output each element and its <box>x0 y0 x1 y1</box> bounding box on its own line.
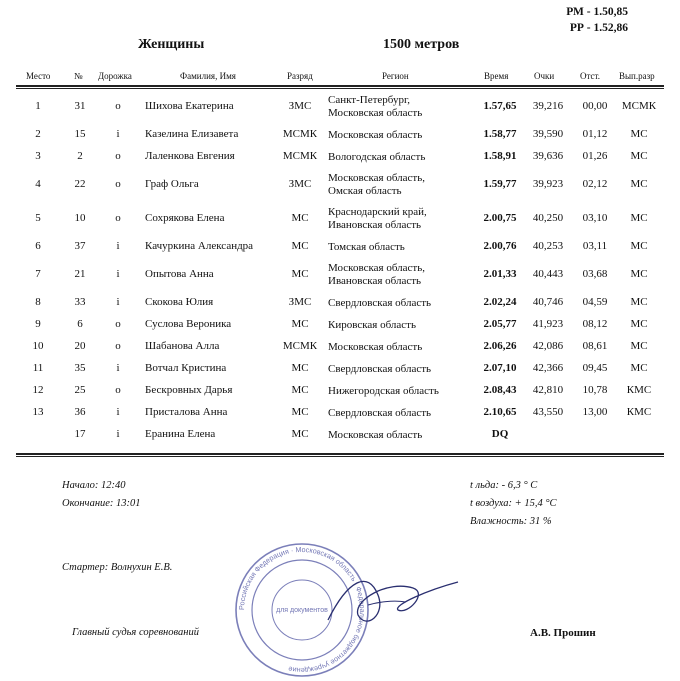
cell-name: Суслова Вероника <box>145 318 232 330</box>
end-time: Окончание: 13:01 <box>62 498 141 509</box>
cell-num: 37 <box>74 240 86 252</box>
cell-rank: МС <box>291 240 309 252</box>
cell-rank: МСМК <box>282 150 318 162</box>
cell-name: Качуркина Александра <box>145 240 254 252</box>
region-line-2: Московская область <box>328 107 423 119</box>
cell-time: 2.01,33 <box>483 268 517 280</box>
region-line-1: Московская область <box>328 128 423 141</box>
start-time: Начало: 12:40 <box>62 480 126 491</box>
cell-time: 1.58,91 <box>483 150 517 162</box>
cell-gap: 09,45 <box>582 362 608 374</box>
region-line-1: Нижегородская область <box>328 384 439 397</box>
col-achieved: Вып.разр <box>619 71 655 81</box>
cell-gap: 01,12 <box>582 128 608 140</box>
cell-name: Скокова Юлия <box>145 296 214 308</box>
region-line-1: Московская область, <box>328 262 425 274</box>
region-line-2: Омская область <box>328 185 402 197</box>
region-line-1: Вологодская область <box>328 150 426 163</box>
cell-name: Граф Ольга <box>145 178 199 190</box>
record-rr: РР - 1.52,86 <box>569 22 628 34</box>
header-rule <box>16 85 664 87</box>
cell-achieved: МС <box>630 318 648 330</box>
table-row <box>0 314 680 336</box>
cell-region <box>328 429 422 442</box>
table-row <box>0 124 680 146</box>
footer-rule-thin <box>16 456 664 457</box>
col-lane: Дорожка <box>98 71 132 81</box>
cell-place: 10 <box>32 340 44 352</box>
cell-achieved: КМС <box>626 406 652 418</box>
cell-achieved: МС <box>630 268 648 280</box>
cell-rank: ЗМС <box>288 178 312 190</box>
cell-points: 42,810 <box>532 384 564 396</box>
cell-place: 12 <box>32 384 44 396</box>
region-line-1: Свердловская область <box>328 296 432 309</box>
cell-region <box>328 206 427 232</box>
cell-lane: i <box>116 128 120 140</box>
cell-rank: МС <box>291 428 309 440</box>
cell-points: 40,253 <box>532 240 564 252</box>
cell-rank: МС <box>291 212 309 224</box>
record-rm: РМ - 1.50,85 <box>566 6 628 18</box>
region-line-1: Свердловская область <box>328 406 432 419</box>
cell-achieved: МС <box>630 212 648 224</box>
cell-rank: МС <box>291 384 309 396</box>
cell-num: 20 <box>74 340 86 352</box>
cell-lane: i <box>116 296 120 308</box>
cell-place: 8 <box>35 296 41 308</box>
cell-lane: o <box>115 318 121 330</box>
region-line-1: Томская область <box>328 240 405 253</box>
cell-points: 39,636 <box>532 150 564 162</box>
cell-lane: i <box>116 268 120 280</box>
category-title: Женщины <box>138 37 205 52</box>
humidity: Влажность: 31 % <box>470 516 552 527</box>
air-temperature: t воздуха: + 15,4 °С <box>470 498 557 509</box>
cell-gap: 03,10 <box>582 212 608 224</box>
table-row <box>0 380 680 402</box>
region-line-1: Краснодарский край, <box>328 206 427 218</box>
cell-points: 39,590 <box>532 128 564 140</box>
cell-region <box>328 297 431 310</box>
cell-time: 1.57,65 <box>483 100 517 112</box>
cell-place: 1 <box>35 100 41 112</box>
signature <box>318 560 468 640</box>
cell-num: 2 <box>77 150 83 162</box>
table-row <box>0 236 680 258</box>
region-line-1: Санкт-Петербург, <box>328 94 410 106</box>
cell-num: 17 <box>74 428 86 440</box>
col-rank: Разряд <box>287 71 313 81</box>
cell-points: 41,923 <box>532 318 564 330</box>
cell-gap: 08,61 <box>582 340 608 352</box>
cell-region <box>328 151 425 164</box>
cell-num: 22 <box>74 178 86 190</box>
cell-rank: МС <box>291 318 309 330</box>
cell-region <box>328 319 416 332</box>
table-row <box>0 202 680 236</box>
cell-gap: 13,00 <box>582 406 608 418</box>
cell-points: 39,923 <box>532 178 564 190</box>
cell-lane: i <box>116 362 120 374</box>
cell-num: 15 <box>74 128 86 140</box>
col-name: Фамилия, Имя <box>180 71 236 81</box>
cell-lane: o <box>115 178 121 190</box>
table-row <box>0 90 680 124</box>
cell-name: Опытова Анна <box>145 268 214 280</box>
table-row <box>0 424 680 446</box>
cell-num: 31 <box>74 100 86 112</box>
col-num: № <box>74 71 83 81</box>
cell-rank: МС <box>291 268 309 280</box>
cell-rank: МСМК <box>282 128 318 140</box>
cell-num: 25 <box>74 384 86 396</box>
cell-time: 2.07,10 <box>483 362 517 374</box>
cell-time: 1.58,77 <box>483 128 517 140</box>
cell-lane: o <box>115 384 121 396</box>
cell-region <box>328 172 425 198</box>
cell-achieved: МСМК <box>621 100 657 112</box>
table-row <box>0 146 680 168</box>
region-line-1: Кировская область <box>328 318 417 331</box>
cell-place: 2 <box>35 128 41 140</box>
cell-region <box>328 341 422 354</box>
cell-name: Казелина Елизавета <box>145 128 239 140</box>
cell-points: 40,746 <box>532 296 564 308</box>
cell-rank: МС <box>291 406 309 418</box>
footer-rule <box>16 453 664 455</box>
cell-lane: o <box>115 150 121 162</box>
cell-name: Еранина Елена <box>145 428 216 440</box>
col-place: Место <box>26 71 51 81</box>
region-line-1: Свердловская область <box>328 362 432 375</box>
cell-gap: 01,26 <box>582 150 608 162</box>
cell-achieved: МС <box>630 362 648 374</box>
cell-time: 1.59,77 <box>483 178 517 190</box>
distance-title: 1500 метров <box>383 37 460 52</box>
cell-achieved: МС <box>630 128 648 140</box>
col-region: Регион <box>382 71 409 81</box>
cell-lane: o <box>115 100 121 112</box>
cell-name: Бескровных Дарья <box>145 384 233 396</box>
cell-gap: 03,68 <box>582 268 608 280</box>
cell-achieved: МС <box>630 150 648 162</box>
col-time: Время <box>484 71 509 81</box>
cell-lane: o <box>115 340 121 352</box>
cell-place: 9 <box>35 318 41 330</box>
header-rule-thin <box>16 88 664 89</box>
cell-num: 33 <box>74 296 86 308</box>
cell-rank: МС <box>291 362 309 374</box>
cell-name: Шихова Екатерина <box>145 100 234 112</box>
cell-achieved: МС <box>630 240 648 252</box>
cell-rank: ЗМС <box>288 296 312 308</box>
cell-region <box>328 129 422 142</box>
table-row <box>0 336 680 358</box>
cell-rank: ЗМС <box>288 100 312 112</box>
cell-achieved: МС <box>630 340 648 352</box>
cell-place: 13 <box>32 406 44 418</box>
cell-points: 42,086 <box>532 340 564 352</box>
cell-region <box>328 262 425 288</box>
cell-time: 2.00,75 <box>483 212 517 224</box>
region-line-1: Московская область <box>328 428 423 441</box>
region-line-2: Ивановская область <box>328 219 422 231</box>
cell-points: 43,550 <box>532 406 564 418</box>
cell-num: 6 <box>77 318 83 330</box>
cell-lane: i <box>116 240 120 252</box>
cell-region <box>328 241 405 254</box>
cell-num: 10 <box>74 212 86 224</box>
cell-achieved: МС <box>630 296 648 308</box>
cell-gap: 10,78 <box>582 384 608 396</box>
cell-points: 39,216 <box>532 100 564 112</box>
cell-place: 5 <box>35 212 41 224</box>
cell-name: Шабанова Алла <box>145 340 220 352</box>
cell-gap: 00,00 <box>582 100 608 112</box>
cell-lane: i <box>116 406 120 418</box>
cell-achieved: КМС <box>626 384 652 396</box>
cell-time: 2.08,43 <box>483 384 517 396</box>
table-row <box>0 258 680 292</box>
col-points: Очки <box>534 71 555 81</box>
cell-region <box>328 94 422 120</box>
cell-place: 3 <box>35 150 41 162</box>
chief-judge-label: Главный судья соревнований <box>72 627 199 638</box>
cell-place: 6 <box>35 240 41 252</box>
cell-time: 2.06,26 <box>483 340 517 352</box>
cell-region <box>328 407 431 420</box>
svg-text:для документов: для документов <box>276 607 328 614</box>
cell-lane: i <box>116 428 120 440</box>
cell-name: Сохрякова Елена <box>145 212 225 224</box>
cell-place: 11 <box>32 362 44 374</box>
cell-points: 42,366 <box>532 362 564 374</box>
cell-time: 2.10,65 <box>483 406 517 418</box>
region-line-1: Московская область <box>328 340 423 353</box>
cell-num: 21 <box>74 268 86 280</box>
cell-name: Лаленкова Евгения <box>145 150 235 162</box>
cell-points: 40,443 <box>532 268 564 280</box>
cell-time: 2.02,24 <box>483 296 517 308</box>
cell-num: 35 <box>74 362 86 374</box>
cell-place: 4 <box>35 178 41 190</box>
cell-place: 7 <box>35 268 41 280</box>
region-line-2: Ивановская область <box>328 275 422 287</box>
cell-time: 2.00,76 <box>483 240 517 252</box>
cell-gap: 08,12 <box>582 318 608 330</box>
cell-num: 36 <box>74 406 86 418</box>
table-row <box>0 292 680 314</box>
cell-name: Вотчал Кристина <box>145 362 227 374</box>
cell-achieved: МС <box>630 178 648 190</box>
cell-gap: 03,11 <box>582 240 608 252</box>
starter: Стартер: Волнухин Е.В. <box>62 562 173 573</box>
ice-temperature: t льда: - 6,3 ° С <box>470 480 538 491</box>
col-gap: Отст. <box>580 71 601 81</box>
cell-points: 40,250 <box>532 212 564 224</box>
cell-lane: o <box>115 212 121 224</box>
cell-gap: 02,12 <box>582 178 608 190</box>
cell-gap: 04,59 <box>582 296 608 308</box>
cell-region <box>328 363 431 376</box>
chief-judge-name: А.В. Прошин <box>530 627 596 639</box>
table-row <box>0 402 680 424</box>
region-line-1: Московская область, <box>328 172 425 184</box>
svg-text:Российская Федерация · Московс: Российская Федерация · Московская область · Федеральное бюджетное учреждение <box>236 544 368 676</box>
cell-name: Присталова Анна <box>145 406 228 418</box>
cell-time: DQ <box>491 428 509 440</box>
table-row <box>0 168 680 202</box>
cell-rank: МСМК <box>282 340 318 352</box>
cell-time: 2.05,77 <box>483 318 517 330</box>
table-row <box>0 358 680 380</box>
cell-region <box>328 385 439 398</box>
